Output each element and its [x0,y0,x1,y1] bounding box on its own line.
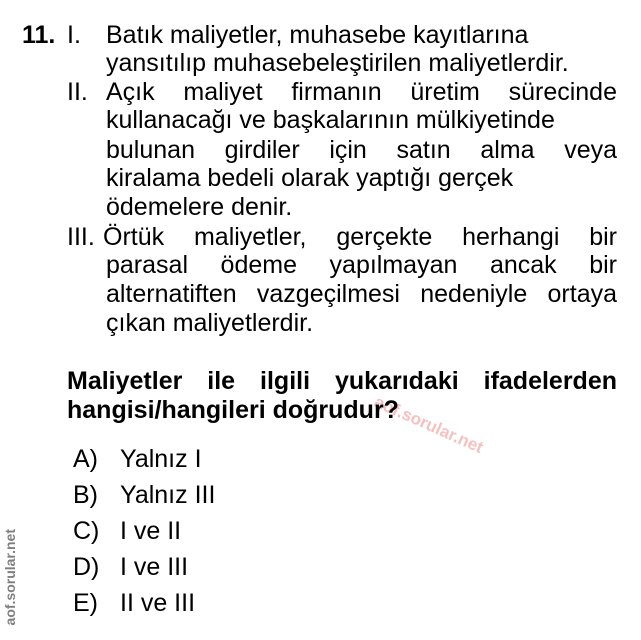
statement-3-line-3: alternatiften vazgeçilmesi nedeniyle ortaya [106,280,617,308]
statement-1-line-2: yansıtılıp muhasebeleştirilen maliyetlerdir. [106,49,569,77]
question-prompt-line-1: Maliyetler ile ilgili yukarıdaki ifadelerden [67,367,617,395]
option-letter: D) [73,553,100,581]
option-c[interactable] [0,517,641,546]
statement-2-line-3: bulunan girdiler için satın alma veya [106,136,617,164]
statement-1-line-1: Batık maliyetler, muhasebe kayıtlarına [106,21,529,49]
statement-2-line-2: kullanacağı ve başkalarının mülkiyetinde [106,106,555,134]
statement-3-numeral: III. [67,223,95,251]
statement-3-line-4: çıkan maliyetlerdir. [106,309,314,337]
option-text: I ve II [120,517,182,545]
option-d[interactable] [0,553,641,582]
option-text: Yalnız III [120,481,216,509]
option-text: I ve III [120,553,189,581]
overlay-watermark: aof.sorular.net [371,392,487,458]
option-letter: A) [73,445,98,473]
option-a[interactable] [0,445,641,474]
option-b[interactable] [0,481,641,510]
option-letter: E) [73,589,98,617]
option-text: II ve III [120,589,196,617]
statement-3-line-2: parasal ödeme yapılmayan ancak bir [106,251,617,279]
question-number: 11. [22,21,56,49]
statement-2-line-1: Açık maliyet firmanın üretim sürecinde [106,78,617,106]
option-e[interactable] [0,589,641,618]
side-watermark: aof.sorular.net [2,529,18,626]
statement-2-numeral: II. [67,78,88,106]
option-letter: B) [73,481,98,509]
statement-3-line-1: Örtük maliyetler, gerçekte herhangi bir [103,223,617,251]
statement-2-line-5: ödemelere denir. [106,193,293,221]
statement-1-numeral: I. [67,21,81,49]
statement-2-line-4: kiralama bedeli olarak yaptığı gerçek [106,164,514,192]
option-text: Yalnız I [120,445,202,473]
question-prompt-line-2: hangisi/hangileri doğrudur? [67,396,399,424]
option-letter: C) [73,517,100,545]
